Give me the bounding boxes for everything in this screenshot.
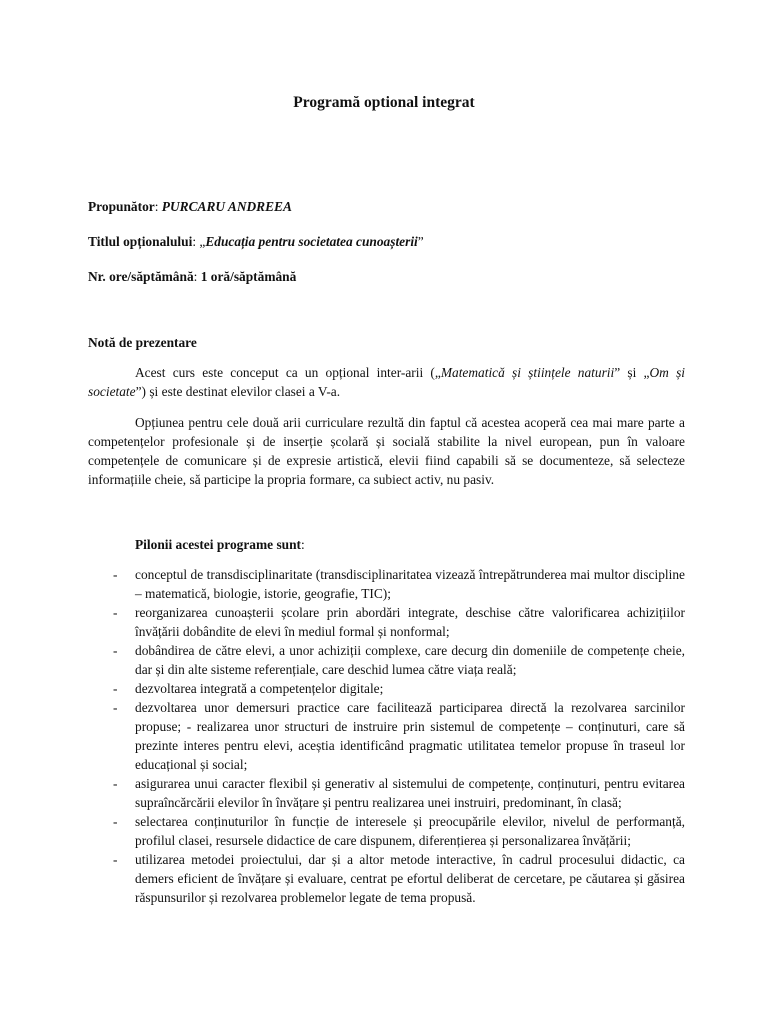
list-item	[88, 679, 685, 698]
paragraph-intro	[88, 363, 685, 401]
intro-italic-1: Matematică și științele naturii	[440, 365, 615, 380]
list-bullet: -	[113, 700, 118, 715]
ore-separator: :	[193, 269, 201, 284]
list-bullet: -	[113, 681, 118, 696]
list-bullet: -	[113, 567, 118, 582]
ore-line	[88, 267, 688, 286]
list-item	[88, 850, 685, 907]
pilon-list	[88, 565, 685, 907]
pilon-separator: :	[301, 537, 305, 552]
list-bullet: -	[113, 852, 118, 867]
list-item	[88, 603, 685, 641]
ore-label: Nr. ore/săptămână	[88, 269, 194, 284]
list-item-text: dezvoltarea integrată a competențelor digitale;	[135, 681, 384, 696]
propunator-line	[88, 197, 688, 216]
titlu-open-quote: „	[199, 234, 206, 249]
list-item-text: utilizarea metodei proiectului, dar și a altor metode interactive, în cadrul procesului didactic, ca demers eficient de învățare și evaluare, centrat pe efortul deliberat de cercetare, pe căutarea și găsirea răspunsurilor și rezolvarea problemelor legate de tema propusă.	[135, 852, 685, 905]
titlu-line	[88, 232, 688, 251]
ore-value: 1 oră/săptămână	[200, 269, 297, 284]
list-item	[88, 641, 685, 679]
list-item-text: conceptul de transdisciplinaritate (transdisciplinaritatea vizează întrepătrunderea mai multor discipline – matematică, biologie, istorie, geografie, TIC);	[135, 567, 685, 601]
list-item-text: dobândirea de către elevi, a unor achiziții complexe, care decurg din domeniile de competențe cheie, dar și din alte sisteme referențiale, care deschid lumea către viața reală;	[135, 643, 685, 677]
list-bullet: -	[113, 814, 118, 829]
list-item-text: reorganizarea cunoașterii școlare prin abordări integrate, deschise către valorificarea achizițiilor învățării dobândite de elevi în mediul formal și nonformal;	[135, 605, 685, 639]
list-item	[88, 812, 685, 850]
propunator-value: PURCARU ANDREEA	[161, 199, 292, 214]
list-item-text: dezvoltarea unor demersuri practice care facilitează participarea directă la rezolvarea sarcinilor propuse; - realizarea unor structuri de instruire prin sistemul de competențe – conținuturi, care să prezinte interes pentru elevi, aceștia identificând pragmatic utilitatea temelor propuse în traseul lor educațional și social;	[135, 700, 685, 772]
list-item	[88, 565, 685, 603]
nota-heading: Notă de prezentare	[88, 335, 197, 350]
list-item	[88, 698, 685, 774]
paragraph-optiune: Opțiunea pentru cele două arii curriculare rezultă din faptul că acestea acoperă cea mai mare parte a competențelor profesionale și de inserție școlară și socială stabilite la nivel european, pun în valoare competențele de comunicare și de expresie artistică, elevii fiind capabili să se documenteze, să selecteze informațiile cheie, să participe la propria formare, ca subiect activ, nu pasiv.	[88, 415, 685, 487]
propunator-separator: :	[154, 199, 162, 214]
titlu-separator: :	[192, 234, 200, 249]
document-title: Programă optional integrat	[293, 94, 475, 111]
titlu-label: Titlul opționalului	[88, 234, 193, 249]
intro-italic-2: Om și societate	[88, 365, 686, 399]
propunator-label: Propunător	[88, 199, 155, 214]
pilon-label: Pilonii acestei programe sunt	[135, 537, 302, 552]
list-bullet: -	[113, 605, 118, 620]
intro-text-2: ” și „	[614, 365, 650, 380]
list-bullet: -	[113, 776, 118, 791]
intro-text-3: ”) și este destinat elevilor clasei a V-a.	[135, 384, 341, 399]
pilon-heading	[135, 535, 305, 554]
list-item-text: selectarea conținuturilor în funcție de interesele și preocupările elevilor, nivelul de performanță, profilul clasei, resursele didactice de care dispunem, diferențierea și personalizarea învățării;	[135, 814, 685, 848]
titlu-close-quote: ”	[417, 234, 424, 249]
list-bullet: -	[113, 643, 118, 658]
intro-text-1: Acest curs este conceput ca un opțional inter-arii („	[135, 365, 441, 380]
list-item-text: asigurarea unui caracter flexibil și generativ al sistemului de competențe, conținuturi, pentru evitarea supraîncărcării elevilor în învățare și pentru realizarea unei instruiri, predominant, în clasă;	[135, 776, 685, 810]
list-item	[88, 774, 685, 812]
titlu-value: Educația pentru societatea cunoașterii	[205, 234, 418, 249]
